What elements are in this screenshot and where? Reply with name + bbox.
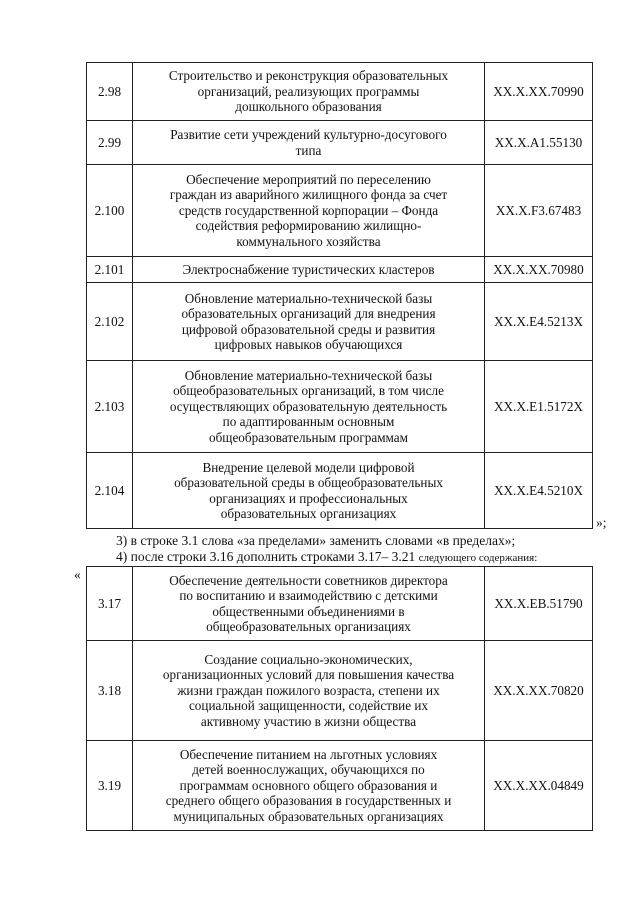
- table-row: [87, 121, 593, 165]
- table-row: [87, 741, 593, 831]
- row-number: 3.19: [87, 741, 133, 831]
- row-description: Электроснабжение туристических кластеров: [133, 257, 485, 283]
- table-row: [87, 567, 593, 641]
- row-description: Обеспечение деятельности советников директора по воспитанию и взаимодействию с детскими общественными объединениями в общеобразовательных организациях: [133, 567, 485, 641]
- opening-quote: «: [74, 567, 81, 582]
- row-description: Обеспечение питанием на льготных условиях детей военнослужащих, обучающихся по программам основного общего образования и среднего общего образования в государственных и муниципальных образовательных организациях: [133, 741, 485, 831]
- table-row: [87, 283, 593, 361]
- row-code: XX.X.EB.51790: [485, 567, 593, 641]
- amendment-item-4-tail: следующего содержания:: [418, 552, 538, 564]
- row-code: XX.X.XX.70990: [485, 63, 593, 121]
- budget-codes-table-2: [86, 566, 593, 831]
- table-row: [87, 361, 593, 453]
- budget-codes-table-1: [86, 62, 593, 529]
- row-description: Обновление материально-технической базы общеобразовательных организаций, в том числе осуществляющих образовательную деятельность по адаптированным основным общеобразовательным программам: [133, 361, 485, 453]
- table-row: [87, 453, 593, 529]
- row-description: Создание социально-экономических, организационных условий для повышения качества жизни граждан пожилого возраста, степени их социальной защищенности, содействие их активному участию в жизни общества: [133, 641, 485, 741]
- row-code: XX.X.XX.70820: [485, 641, 593, 741]
- row-number: 2.100: [87, 165, 133, 257]
- table-row: [87, 165, 593, 257]
- amendment-item-4-main: 4) после строки 3.16 дополнить строками 3.17– 3.21: [116, 549, 419, 564]
- amendment-item-3: 3) в строке 3.1 слова «за пределами» заменить словами «в пределах»;: [116, 533, 516, 548]
- row-code: XX.X.E4.5213X: [485, 283, 593, 361]
- row-code: XX.X.XX.70980: [485, 257, 593, 283]
- row-number: 2.102: [87, 283, 133, 361]
- row-number: 3.18: [87, 641, 133, 741]
- row-description: Обновление материально-технической базы образовательных организаций для внедрения цифровой образовательной среды и развития цифровых навыков обучающихся: [133, 283, 485, 361]
- row-description: Строительство и реконструкция образовательных организаций, реализующих программы дошкольного образования: [133, 63, 485, 121]
- row-description: Обеспечение мероприятий по переселению граждан из аварийного жилищного фонда за счет средств государственной корпорации – Фонда содействия реформированию жилищно- коммунального хозяйства: [133, 165, 485, 257]
- table-row: [87, 641, 593, 741]
- row-code: XX.X.F3.67483: [485, 165, 593, 257]
- row-number: 3.17: [87, 567, 133, 641]
- row-code: XX.X.E4.5210X: [485, 453, 593, 529]
- row-description: Внедрение целевой модели цифровой образовательной среды в общеобразовательных организациях и профессиональных образовательных организациях: [133, 453, 485, 529]
- row-number: 2.99: [87, 121, 133, 165]
- closing-quote: »;: [596, 515, 607, 530]
- row-number: 2.101: [87, 257, 133, 283]
- table-row: [87, 63, 593, 121]
- amendment-item-4: [116, 549, 537, 566]
- row-code: XX.X.E1.5172X: [485, 361, 593, 453]
- table-row: [87, 257, 593, 283]
- row-number: 2.103: [87, 361, 133, 453]
- row-number: 2.104: [87, 453, 133, 529]
- row-number: 2.98: [87, 63, 133, 121]
- row-code: XX.X.A1.55130: [485, 121, 593, 165]
- row-description: Развитие сети учреждений культурно-досугового типа: [133, 121, 485, 165]
- row-code: XX.X.XX.04849: [485, 741, 593, 831]
